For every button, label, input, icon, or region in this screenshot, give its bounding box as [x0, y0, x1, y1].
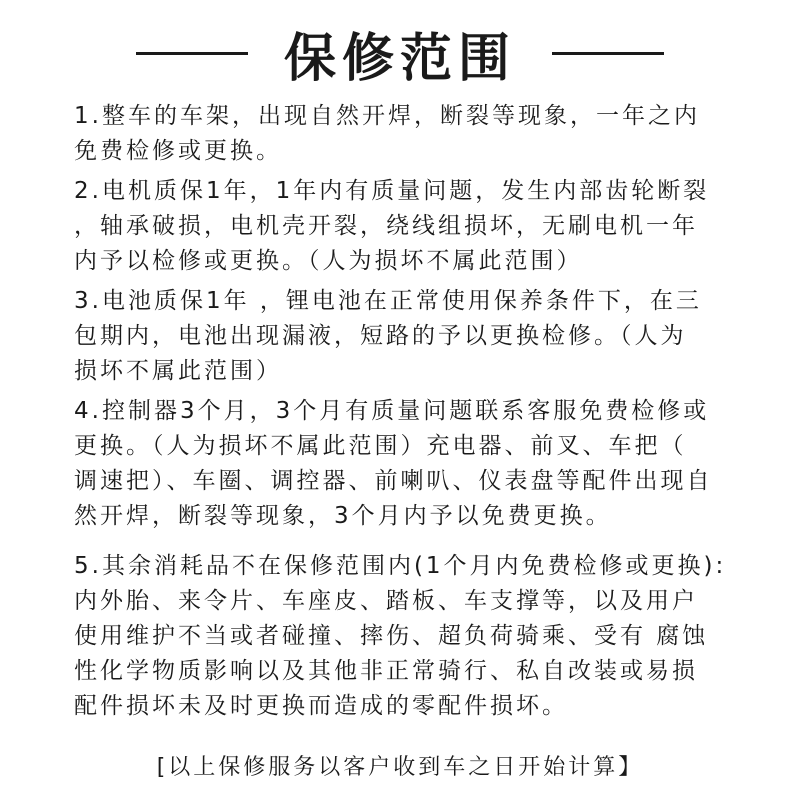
text-line: 调速把）、车圈、调控器、前喇叭、仪表盘等配件出现自: [74, 468, 713, 494]
text-line: 损坏不属此范围）: [74, 358, 282, 384]
paragraph-2: [74, 174, 754, 279]
footer-note: [以上保修服务以客户收到车之日开始计算】: [156, 755, 644, 780]
text-line: 内外胎、来令片、车座皮、踏板、车支撑等，以及用户: [74, 588, 698, 614]
text-line: 然开焊，断裂等现象，3个月内予以免费更换。: [74, 503, 612, 529]
paragraph-4: [74, 394, 754, 534]
text-line: 内予以检修或更换。（人为损坏不属此范围）: [74, 248, 583, 274]
text-line: 性化学物质影响以及其他非正常骑行、私自改装或易损: [74, 658, 698, 684]
paragraph-3: [74, 284, 754, 389]
text-line: 免费检修或更换。: [74, 138, 282, 164]
text-line: 1.整车的车架，出现自然开焊，断裂等现象，一年之内: [74, 103, 700, 129]
page-title: 保修范围: [283, 28, 516, 89]
text-line: 4.控制器3个月，3个月有质量问题联系客服免费检修或: [74, 398, 710, 424]
title-row: [0, 20, 800, 89]
text-line: 5.其余消耗品不在保修范围内(1个月内免费检修或更换):: [74, 553, 727, 579]
paragraph-1: [74, 99, 754, 169]
text-line: 配件损坏未及时更换而造成的零配件损坏。: [74, 693, 568, 719]
text-line: 更换。（人为损坏不属此范围）充电器、前叉、车把（: [74, 433, 687, 459]
text-line: 包期内，电池出现漏液，短路的予以更换检修。（人为: [74, 323, 687, 349]
text-line: 2.电机质保1年，1年内有质量问题，发生内部齿轮断裂: [74, 178, 710, 204]
paragraph-5: [74, 549, 754, 724]
text-line: ，轴承破损，电机壳开裂，绕线组损坏，无刷电机一年: [74, 213, 698, 239]
title-right-rule: [552, 52, 664, 55]
text-line: 3.电池质保1年 ，锂电池在正常使用保养条件下，在三: [74, 288, 702, 314]
text-line: 使用维护不当或者碰撞、摔伤、超负荷骑乘、受有 腐蚀: [74, 623, 709, 649]
title-left-rule: [136, 52, 248, 55]
